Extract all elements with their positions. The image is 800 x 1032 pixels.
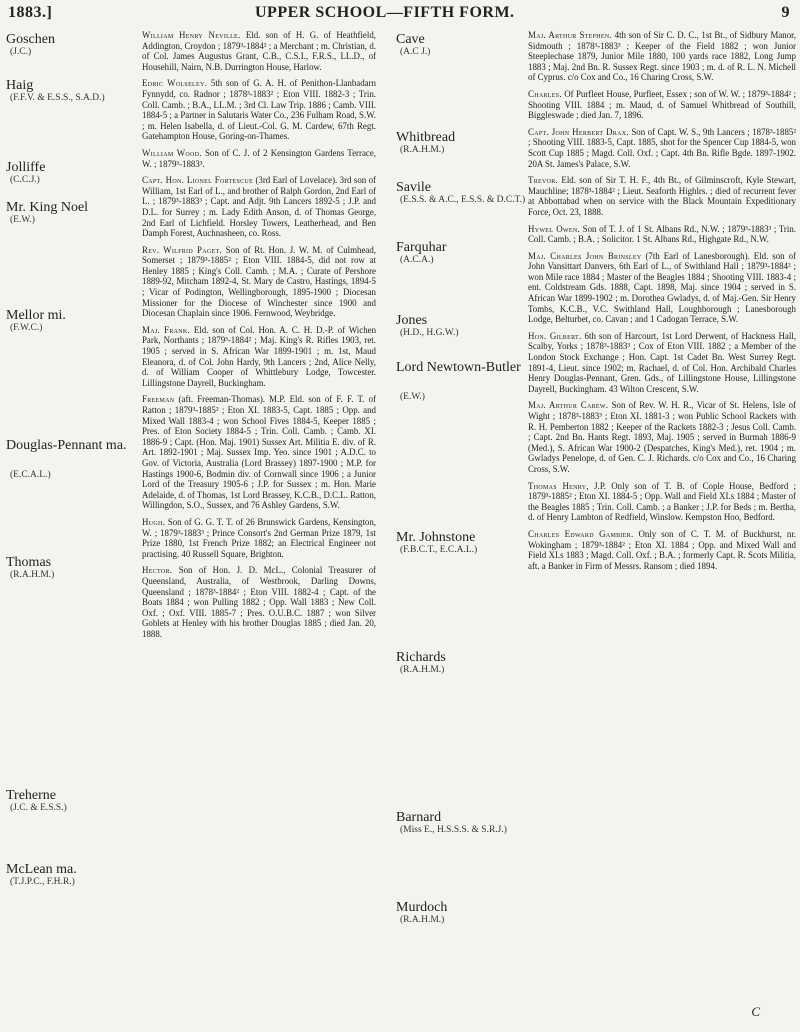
- entry-text: Of Purfleet House, Purfleet, Essex ; son of W. W. ; 1879³-1884² ; Shooting VIII. 1884 ; m. Maud, d. of Samuel Whitbread of Southill, Biggleswade ; died Jan. 7, 1896.: [528, 88, 796, 121]
- house-name: Jones: [396, 313, 428, 328]
- entry-text: Son of Capt. W. S., 9th Lancers ; 1878³-1885² ; Shooting VIII. 1883-5, Capt. 1885, shot for the Spencer Cup 1884-5, won Scott Cup 1885 ; Magd. Coll. Oxf. ; Capt. 4th Bn. Rifle Bgde. 1897-1902. 20A St. James's Palace, S.W.: [528, 126, 796, 169]
- entry: [528, 30, 796, 83]
- entry-name: Edric Wolseley.: [142, 78, 208, 89]
- entry-name: Hugh.: [142, 516, 166, 527]
- entry: [528, 251, 796, 325]
- house-name: McLean ma.: [6, 862, 77, 877]
- house-name: Mellor mi.: [6, 308, 66, 323]
- house-name: Mr. Johnstone: [396, 530, 476, 545]
- entry-text: Eld. son of H. G. of Heathfield, Addington, Croydon ; 1879³-1884² ; a Merchant ; m. Christian, d. of Col. James Augustus Grant, C.B., C.S.I., F.R.S., LL.D., of Househill, Nairn, N.B. Durrington House, Harlow.: [142, 30, 376, 72]
- entry-text: J.P. Only son of T. B. of Cople House, Bedford ; 1879³-1885² ; Eton XI. 1884-5 ; Opp. Wall and Field XI.s 1884 ; Master of the Beagles 1885 ; Trin. Coll. Camb. ; a Banker ; J.P. for Beds ; m. Bertha, d. of Henry Lambton of Redfield, Winslow. Kempston Hoo, Bedford.: [528, 480, 797, 523]
- entry-text: 4th son of Sir C. D. C., 1st Bt., of Sidbury Manor, Sidmouth ; 1878³-1883³ ; Keeper of the Field 1882 ; won Junior Steeplechase 1879, Junior Mile 1880, 100 yards race 1882, Long Jump 1883 ; Maj. 2nd Bn. R. Sussex Regt. since 1903 ; m. d. of R. L. N. Michell of Cyprus. c/o Cox and Co., 16 Charing Cross, S.W.: [528, 30, 797, 83]
- house-name: Whitbread: [396, 130, 456, 145]
- house-name: Richards: [396, 650, 446, 665]
- entry-text: (aft. Freeman-Thomas). M.P. Eld. son of F. F. T. of Ratton ; 1879³-1885² ; Eton XI. 1883-5, Capt. 1885 ; Opp. and Mixed Wall 1883-4 ; won School Fives 1884-5, Keeper 1885 ; Pres. of Eton Society 1884-5 ; Trin. Coll. Camb. ; Camb. XI. 1886-9 ; Capt. (Hon. Maj. 1901) Sussex Art. Militia E. div. of R. Art. 1892-1901 ; Maj. Sussex Imp. Yeo. since 1901 ; A.D.C. to Gov. of Victoria, Australia (Lord Brassey) 1897-1900 ; M.P. for Hastings 1900-6, Bodmin div. of Cornwall since 1906 ; a Junior Lord of the Treasury 1905-6 ; J.P. for Sussex ; m. Hon. Marie Adelaide, d. of Thomas, 1st Lord Brassey, K.C.B., D.C.L. Ratton, Willingdon, S.O., Sussex, and 76 Ashley Gardens, S.W.: [142, 394, 376, 511]
- entry: [142, 78, 376, 142]
- entry-text: Only son of C. T. M. of Buckhurst, nr. Wokingham ; 1879³-1884² ; Eton XI. 1884 ; Opp. and Mixed Wall and Field XI.s 1883 ; Magd. Coll. Oxf. ; B.A. ; formerly Capt. R. Scots Militia, aft. a Banker in Firm of Messrs. Ransom ; died 1894.: [528, 528, 796, 571]
- house-masters: (E.S.S. & A.C., E.S.S. & D.C.T.): [400, 195, 526, 205]
- entry-name: Maj. Charles John Brinsley: [528, 250, 642, 261]
- entry-name: Trevor.: [528, 175, 559, 186]
- entry-name: Charles Edward Gambier.: [528, 528, 634, 539]
- entry-name: Capt. Hon. Lionel Fortescue: [142, 175, 254, 186]
- entry: [528, 481, 796, 523]
- entry-name: Maj. Arthur Carew.: [528, 400, 609, 411]
- entry: [142, 148, 376, 169]
- house-name: Cave: [396, 32, 425, 47]
- entry: [528, 400, 796, 474]
- house-name: Haig: [6, 78, 34, 93]
- house-masters: (F.W.C.): [10, 323, 43, 333]
- house-masters: (J.C.): [10, 47, 32, 57]
- entries-column-left: [142, 30, 376, 645]
- entry: [142, 565, 376, 639]
- entry-name: Maj. Arthur Stephen.: [528, 30, 613, 40]
- house-masters: (E.C.A.L.): [10, 470, 51, 480]
- entry: [142, 30, 376, 72]
- entry-text: (3rd Earl of Lovelace). 3rd son of William, 1st Earl of L., and brother of Ralph Gordon, 2nd Earl of L. ; 1879³-1883³ ; Capt. and Adjt. 9th Lancers 1892-5 ; J.P. and D.L. for Surrey ; m. Lady Edith Anson, d. of Thomas George, 2nd Earl of Lichfield. Horsley Towers, Leatherhead, and Ben Damph Forest, Auchnasheen, co. Ross.: [142, 175, 376, 239]
- house-masters: (R.A.H.M.): [10, 570, 55, 580]
- house-name: Treherne: [6, 788, 57, 803]
- entry-text: Son of G. G. T. T. of 26 Brunswick Gardens, Kensington, W. ; 1879³-1883³ ; Prince Consort's 2nd German Prize 1879, 1st Prize 1880, 1st French Prize 1882; an Electrical Engineer not practising. 40 Russell Square, Brighton.: [142, 516, 376, 559]
- entry: [528, 331, 796, 395]
- house-masters: (A.C J.): [400, 47, 431, 57]
- house-masters: (T.J.P.C., F.H.R.): [10, 877, 75, 887]
- signature-mark: C: [751, 1004, 760, 1019]
- house-masters: (J.C. & E.S.S.): [10, 803, 67, 813]
- entry: [528, 175, 796, 217]
- entry-text: 5th son of G. A. H. of Penithon-Llanbadarn Fynnydd, co. Radnor ; 1878³-1883² ; Eton VIII. 1882-3 ; Trin. Coll. Camb. ; B.A., LL.M. ; 3rd Cl. Law Trip. 1886 ; Camb. VIII. 1884-5 ; a Partner in Salutaris Water Co., 236 Fulham Road, S.W. ; m. Helen Isabella, d. of Lieut.-Col. G. M. Cardew, 67th Regt. Gatehampton House, Goring-on-Thames.: [142, 78, 376, 142]
- entry-text: Eld. son of Sir T. H. F., 4th Bt., of Gilminscroft, Kyle Stewart, Mauchline; 1878³-1884² ; Lieut. Seaforth Highlrs. ; died of recurrent fever at Abbottabad when on service with the Black Mountain Expeditionary Force, Oct. 23, 1888.: [528, 175, 796, 217]
- entry: [142, 245, 376, 319]
- entry-text: Son of Rev. W. H. R., Vicar of St. Helens, Isle of Wight ; 1878³-1883³ ; Eton XI. 1881-3 ; won Public School Rackets with R. H. Pemberton 1882 ; Keeper of the Rackets 1882-3 ; Jesus Coll. Camb. ; Capt. 2nd Bn. Hants Regt. 1893, Maj. 1905 ; served in Burmah 1886-9 (Med.), S. African War 1900-2 (Despatches, King's Med.), ret. 1904 ; m. Gwladys Penelope, d. of Gen. C. J. Richards. c/o Cox and Co., 16 Charing Cross, S.W.: [528, 400, 796, 474]
- house-masters: (R.A.H.M.): [400, 665, 445, 675]
- entry-name: Hector.: [142, 565, 173, 576]
- entry-name: Charles.: [528, 88, 562, 99]
- entry-text: Son of Rt. Hon. J. W. M. of Culmhead, Somerset ; 1879³-1885² ; Eton VIII. 1884-5, did not row at Henley 1885 ; King's Coll. Camb. ; M.A. ; Curate of Pershore 1889-92, Mitcham 1892-4, St. Mary de Castro, Hastings, 1894-5 ; Vicar of Podington, Wellingborough, 1895-1900 ; Diocesan Missioner for the Diocese of Winchester since 1900 and Diocesan Chaplain since 1906. Fernwood, Weybridge.: [142, 244, 377, 319]
- entry-name: Hon. Gilbert.: [528, 330, 582, 341]
- house-masters: (Miss E., H.S.S.S. & S.R.J.): [400, 825, 507, 835]
- entry-text: (7th Earl of Lanesborough). Eld. son of John Vansittart Danvers, 6th Earl of L., of Swithland Hall ; 1879³-1884² ; won Mile race 1884 ; Master of the Beagles 1884 ; Shooting VIII. 1883-4 ; ent. Coldstream Gds. 1888, Capt. 1898, Maj. since 1904 ; served in S. African War 1899-1902 ; m. Dorothea Gwladys, d. of Maj.-Gen. Sir Henry Tombs, K.C.B., V.C. Swithland Hall, Loughborough ; Lanesborough Lodge, Belturbet, co. Cavan ; and 1 Cadogan Terrace, S.W.: [528, 250, 796, 325]
- entry: [528, 127, 796, 169]
- house-masters: (F.F.V. & E.S.S., S.A.D.): [10, 93, 105, 103]
- house-name: Thomas: [6, 555, 52, 570]
- entry: [528, 224, 796, 245]
- house-masters: (F.B.C.T., E.C.A.L.): [400, 545, 478, 555]
- house-masters: (R.A.H.M.): [400, 145, 445, 155]
- page-number: 9: [781, 4, 790, 21]
- house-masters: (R.A.H.M.): [400, 915, 445, 925]
- entry-name: Maj. Frank.: [142, 324, 191, 335]
- house-masters: (C.C.J.): [10, 175, 40, 185]
- house-name: Goschen: [6, 32, 55, 47]
- page-year: 1883.]: [8, 4, 53, 21]
- house-name: Mr. King Noel: [6, 200, 89, 215]
- house-name: Savile: [396, 180, 431, 195]
- house-masters: (E.W.): [10, 215, 35, 225]
- entry: [142, 517, 376, 559]
- entry-text: Son of C. J. of 2 Kensington Gardens Terrace, W. ; 1879³-1883³.: [142, 147, 376, 169]
- entry: [142, 394, 376, 511]
- house-name: Jolliffe: [6, 160, 46, 175]
- entry-name: Rev. Wilfrid Paget.: [142, 244, 222, 255]
- entry-text: Son of Hon. J. D. McL., Colonial Treasurer of Queensland, Australia, of Westbrook, Darling Downs, Queensland ; 1878³-1884² ; Eton VIII. 1882-4 ; Capt. of the Boats 1884 ; won Pulling 1882 ; Opp. Wall 1883 ; New Coll. Oxf. ; Oxf. VIII. 1885-7 ; Pres. O.U.B.C. 1887 ; won Silver Goblets at Henley with his brother Douglas 1885 ; died Jan. 20, 1888.: [142, 565, 376, 639]
- entry-text: Eld. son of Col. Hon. A. C. H. D.-P. of Wichen Park, Northants ; 1879³-1884² ; Maj. King's R. Rifles 1903, ret. 1905 ; served in S. African War 1899-1901 ; m. 1st, Maud Eleanora, d. of Col. John Hardy, 9th Lancers ; 2nd, Alice Nelly, d. of William Cooper of Whittlebury Lodge, Towcester. Lillingstone Dayrell, Buckingham.: [142, 324, 377, 388]
- entry-text: 6th son of Harcourt, 1st Lord Derwent, of Hackness Hall, Scalby, Yorks ; 1878³-1883³ ; Cox of Eton VIII. 1882 ; a Member of the London Stock Exchange ; Hon. Capt. 1st Cadet Bn. West Surrey Regt. 1891-4, Lieut. since 1902; m. Rachael, d. of Col. Hon. Archibald Charles Henry Douglas-Pennant, Gren. Gds., of Lillingstone House, Lillingstone Dayrell, Buckingham. 43 Wilton Crescent, S.W.: [528, 330, 796, 394]
- house-masters: (E.W.): [400, 392, 425, 402]
- house-name: Lord Newtown-Butler: [396, 360, 521, 375]
- entry-text: Son of T. J. of 1 St. Albans Rd., N.W. ; 1879³-1883³ ; Trin. Coll. Camb. ; B.A. ; Solicitor. 1 St. Albans Rd., Highgate Rd., N.W.: [528, 223, 797, 245]
- entry: [528, 529, 796, 571]
- entry-name: Hywel Owen.: [528, 223, 580, 234]
- entry-name: William Wood.: [142, 147, 202, 158]
- page-header: [0, 4, 800, 28]
- entry: [142, 175, 376, 239]
- house-masters: (A.C.A.): [400, 255, 434, 265]
- entry: [142, 325, 376, 389]
- entry-name: Freeman: [142, 394, 175, 405]
- house-name: Barnard: [396, 810, 442, 825]
- page-title: UPPER SCHOOL—FIFTH FORM.: [255, 4, 515, 21]
- house-masters: (H.D., H.G.W.): [400, 328, 459, 338]
- entry-name: Capt. John Herbert Drax.: [528, 126, 629, 137]
- house-name: Murdoch: [396, 900, 448, 915]
- house-name: Douglas-Pennant ma.: [6, 438, 127, 453]
- entry: [528, 89, 796, 121]
- house-name: Farquhar: [396, 240, 447, 255]
- entry-name: Thomas Henry,: [528, 480, 589, 491]
- entries-column-right: [528, 30, 796, 577]
- entry-name: William Henry Neville.: [142, 30, 241, 40]
